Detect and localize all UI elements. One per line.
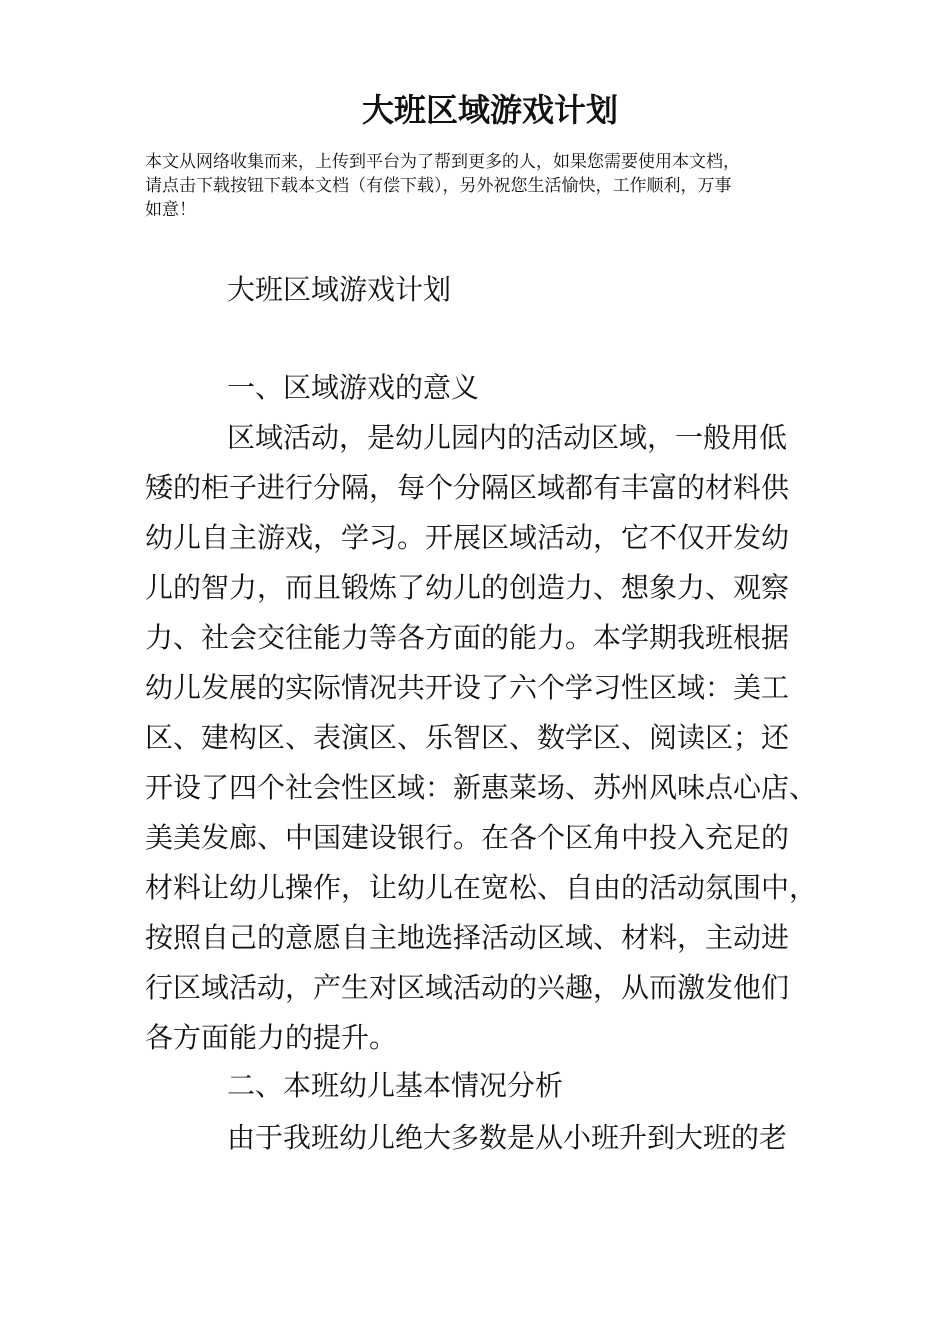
paragraph-line: 幼儿发展的实际情况共开设了六个学习性区域：美工 [145, 671, 790, 704]
paragraph-line: 美美发廊、中国建设银行。在各个区角中投入充足的 [145, 821, 790, 854]
paragraph-line: 材料让幼儿操作，让幼儿在宽松、自由的活动氛围中， [145, 871, 818, 904]
document-title: 大班区域游戏计划 [361, 91, 618, 129]
paragraph-line: 由于我班幼儿绝大多数是从小班升到大班的老 [227, 1121, 788, 1154]
paragraph-line: 力、社会交往能力等各方面的能力。本学期我班根据 [145, 621, 790, 654]
paragraph-line: 各方面能力的提升。 [145, 1021, 398, 1054]
download-notice [145, 150, 810, 222]
paragraph-line: 幼儿自主游戏，学习。开展区域活动，它不仅开发幼 [145, 521, 790, 554]
paragraph-line: 按照自己的意愿自主地选择活动区域、材料，主动进 [145, 921, 790, 954]
section-heading: 一、区域游戏的意义 [227, 371, 480, 404]
notice-line: 如意！ [145, 200, 196, 220]
paragraph-line: 儿的智力，而且锻炼了幼儿的创造力、想象力、观察 [145, 571, 790, 604]
notice-line: 请点击下载按钮下载本文档（有偿下载），另外祝您生活愉快，工作顺利，万事 [145, 176, 732, 196]
section-heading: 二、本班幼儿基本情况分析 [227, 1069, 564, 1102]
notice-line: 本文从网络收集而来，上传到平台为了帮到更多的人，如果您需要使用本文档， [145, 152, 740, 172]
paragraph-line: 区域活动，是幼儿园内的活动区域，一般用低 [227, 421, 788, 454]
paragraph-line: 区、建构区、表演区、乐智区、数学区、阅读区；还 [145, 721, 790, 754]
paragraph-line: 矮的柜子进行分隔，每个分隔区域都有丰富的材料供 [145, 471, 790, 504]
paragraph-line: 开设了四个社会性区域：新惠菜场、苏州风味点心店、 [145, 771, 818, 804]
paragraph-line: 行区域活动，产生对区域活动的兴趣，从而激发他们 [145, 971, 790, 1004]
document-subtitle: 大班区域游戏计划 [227, 273, 452, 306]
